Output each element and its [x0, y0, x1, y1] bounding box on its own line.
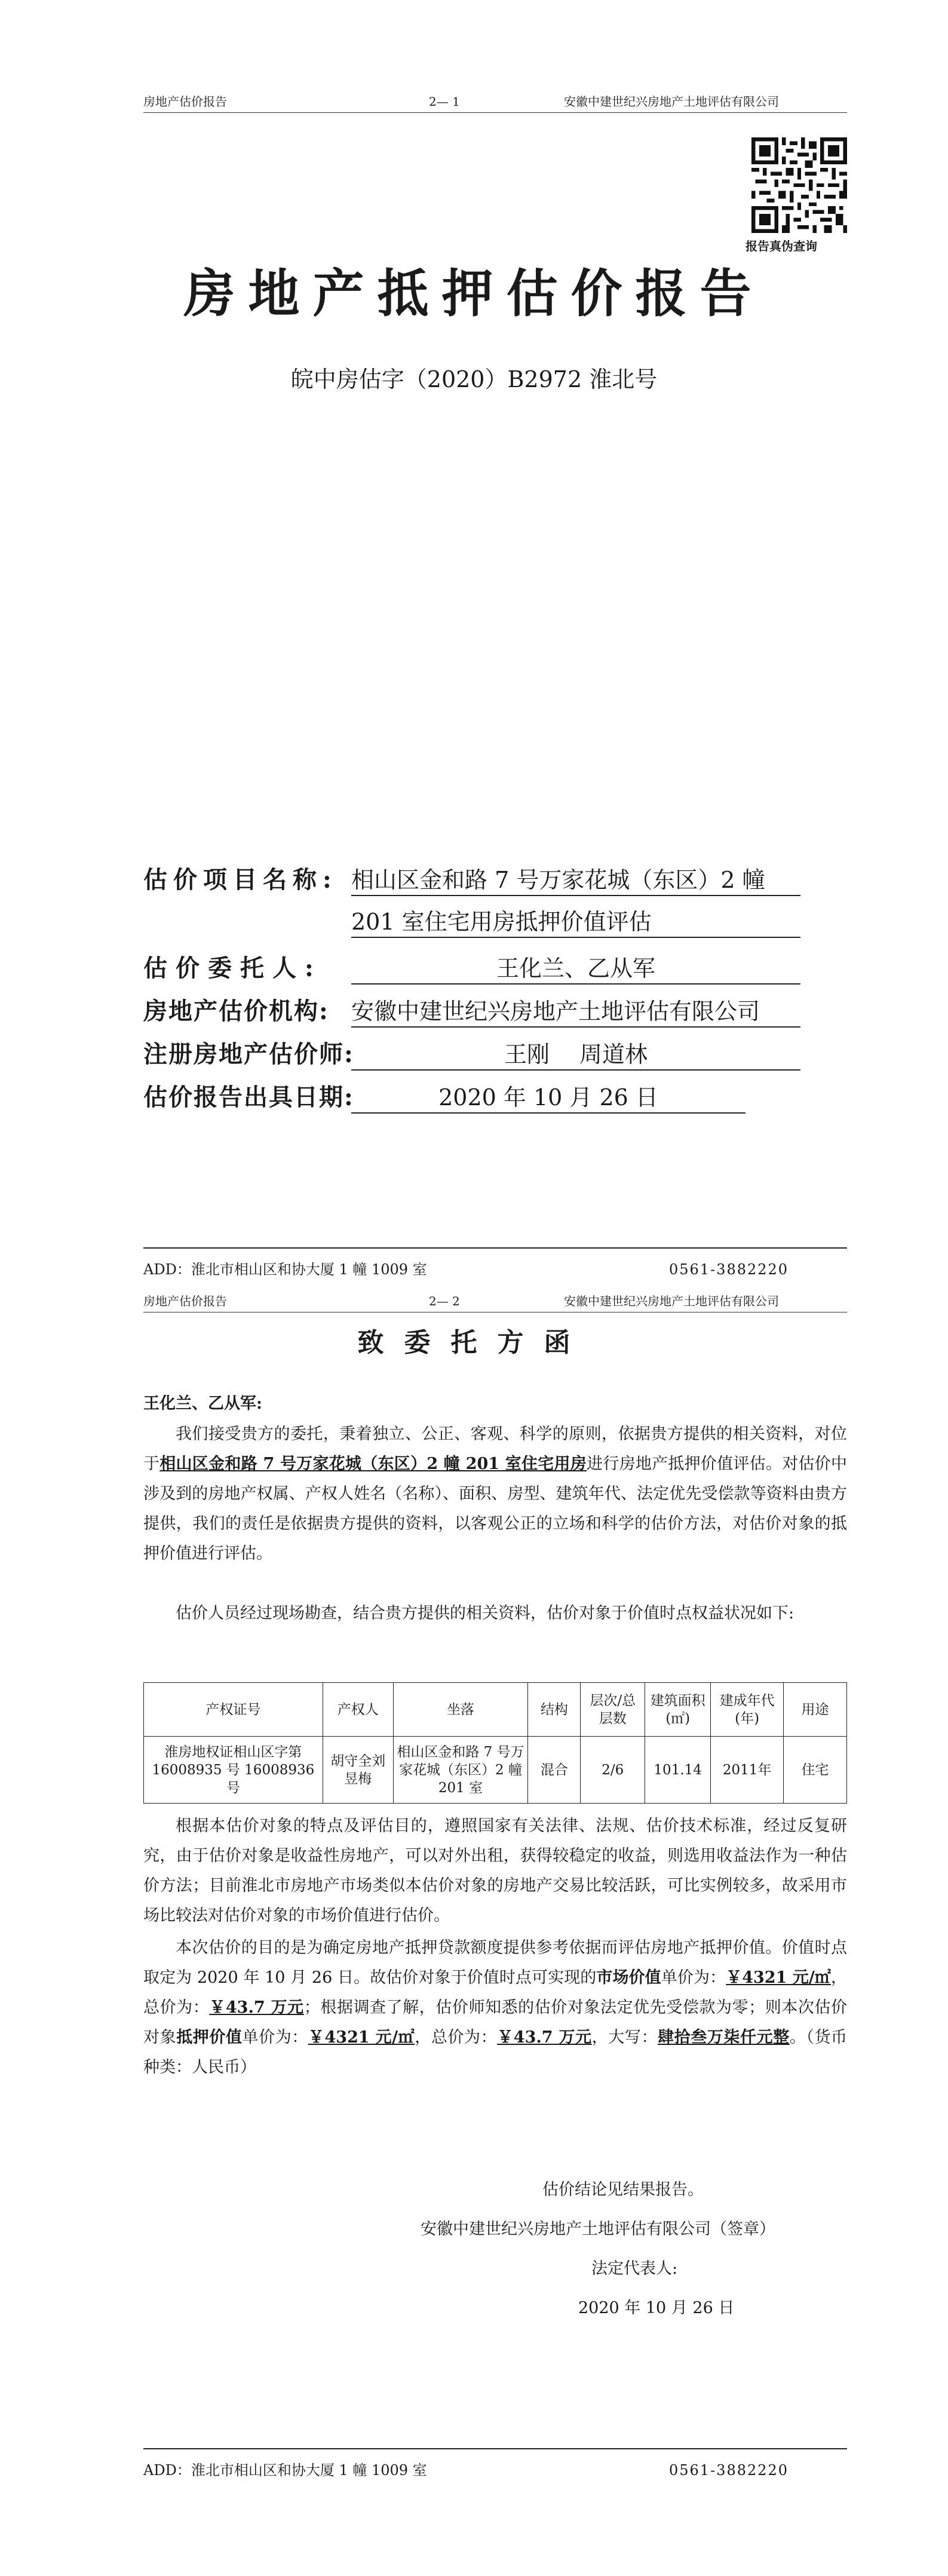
salutation: 王化兰、乙从军: [143, 1394, 262, 1413]
paragraph-4 [143, 1933, 847, 2083]
table-cell: 混合 [528, 1737, 581, 1804]
table-header-cell: 产权证号 [144, 1683, 323, 1737]
paragraph-4-text: ；根据调查了解，估价师知悉的估价对象法定优先受偿款为零；则本次估价对象 [143, 1998, 848, 2047]
paragraph-4-text: ，总价为： [143, 1968, 848, 2017]
market-value-term: 市场价值 [596, 1968, 661, 1987]
paragraph-4-text: ，大写： [591, 2028, 658, 2047]
mortgage-total-price: ￥43.7 万元 [497, 2028, 592, 2047]
footer-rule [143, 1247, 847, 1249]
mortgage-unit-price: ￥4321 元/㎡ [308, 2028, 415, 2047]
project-name-label: 估价项目名称: [143, 866, 338, 894]
table-header-row [144, 1683, 847, 1737]
table-header-cell: 坐落 [393, 1683, 528, 1737]
header-rule [143, 112, 847, 113]
report-date-value: 2020 年 10 月 26 日 [351, 1082, 745, 1114]
table-row [144, 1737, 847, 1804]
page-header-right: 安徽中建世纪兴房地产土地评估有限公司 [564, 1294, 779, 1308]
agency-label: 房地产估价机构: [143, 997, 329, 1025]
legal-representative: 法定代表人: [591, 2259, 678, 2278]
page-header-right: 安徽中建世纪兴房地产土地评估有限公司 [564, 94, 779, 109]
paragraph-3: 根据本估价对象的特点及评估目的，遵照国家有关法律、法规、估价技术标准，经过反复研究，由于估价对象是收益性房地产，可以对外出租，获得较稳定的收益，则选用收益法作为一种估价方法；目前淮北市房地产市场类似本估价对象的房地产交易比较活跃，可比实例较多，故采用市场比较法对估价对象的市场价值进行估价。 [143, 1817, 847, 1925]
report-date-label: 估价报告出具日期: [143, 1083, 354, 1111]
mortgage-value-term: 抵押价值 [176, 2028, 243, 2047]
paragraph-1-text-c: 进行房地产抵押价值评估。对估价中涉及到的房地产权属、产权人姓名（名称）、面积、房型、建筑年代、法定优先受偿款等资料由贵方提供，我们的责任是依据贵方提供的资料，以客观公正的立场和科学的估价方法，对估价对象的抵押价值进行评估。 [143, 1455, 847, 1563]
footer-phone: 0561-3882220 [669, 2462, 789, 2479]
table-header-cell: 产权人 [323, 1683, 393, 1737]
report-title: 房地产抵押估价报告 [183, 263, 765, 324]
paragraph-4-text: 单价为： [661, 1968, 726, 1987]
table-cell: 胡守全刘昱梅 [323, 1737, 393, 1804]
appraiser-value: 王刚 周道林 [351, 1039, 800, 1071]
market-unit-price: ￥4321 元/㎡ [726, 1968, 832, 1987]
table-header-cell: 层次/总层数 [581, 1683, 645, 1737]
letter-date: 2020 年 10 月 26 日 [578, 2299, 735, 2317]
table-cell: 相山区金和路 7 号万家花城（东区）2 幢 201 室 [393, 1737, 528, 1804]
paragraph-1-text-a: 我们接受贵方的委托，秉着独立、公正、客观、科学的原则，依据贵方提供的相关资料，对位于 [143, 1425, 847, 1473]
footer-phone: 0561-3882220 [669, 1261, 789, 1278]
project-name-value-line1: 相山区金和路 7 号万家花城（东区）2 幢 [351, 865, 800, 896]
paragraph-1 [143, 1419, 847, 1569]
property-address: 相山区金和路 7 号万家花城（东区）2 幢 201 室住宅用房 [159, 1455, 587, 1473]
table-header-cell: 建筑面积(㎡) [645, 1683, 711, 1737]
agency-value: 安徽中建世纪兴房地产土地评估有限公司 [351, 996, 800, 1028]
page-header-center: 2— 1 [429, 94, 460, 109]
market-total-price: ￥43.7 万元 [209, 1998, 304, 2017]
table-cell: 淮房地权证相山区字第 16008935 号 16008936 号 [144, 1737, 323, 1804]
qr-code-icon [751, 137, 847, 233]
project-name-value-line2: 201 室住宅用房抵押价值评估 [351, 907, 800, 938]
property-rights-table [143, 1682, 847, 1804]
qr-caption: 报告真伪查询 [745, 239, 817, 253]
amount-in-words: 肆拾叁万柒仟元整 [658, 2028, 790, 2047]
table-cell: 2/6 [581, 1737, 645, 1804]
client-label: 估价委托人: [143, 954, 322, 982]
paragraph-4-text: 本次估价的目的是为确定房地产抵押贷款额度提供参考依据而评估房地产抵押价值。价值时点取定为 2020 年 10 月 26 日。故估价对象于价值时点可实现的 [143, 1939, 847, 1987]
table-cell: 101.14 [645, 1737, 711, 1804]
conclusion-note: 估价结论见结果报告。 [542, 2181, 704, 2199]
footer-address: ADD：淮北市相山区和协大厦 1 幢 1009 室 [143, 1261, 427, 1278]
table-header-cell: 结构 [528, 1683, 581, 1737]
footer-address: ADD：淮北市相山区和协大厦 1 幢 1009 室 [143, 2462, 427, 2479]
footer-rule [143, 2448, 847, 2449]
page-header-left: 房地产估价报告 [143, 94, 227, 109]
report-number: 皖中房估字（2020）B2972 淮北号 [290, 366, 658, 392]
page-header-center: 2— 2 [429, 1294, 460, 1308]
paragraph-4-text: ，总价为： [415, 2028, 498, 2047]
paragraph-4-text: 。（货币种类：人民币） [143, 2028, 848, 2077]
table-cell: 2011年 [711, 1737, 784, 1804]
page-header-left: 房地产估价报告 [143, 1294, 227, 1308]
table-cell: 住宅 [784, 1737, 847, 1804]
letter-title: 致委托方函 [357, 1327, 591, 1358]
appraiser-label: 注册房地产估价师: [143, 1040, 354, 1068]
client-value: 王化兰、乙从军 [351, 953, 800, 985]
company-signature: 安徽中建世纪兴房地产土地评估有限公司（签章） [421, 2220, 775, 2238]
table-header-cell: 建成年代(年) [711, 1683, 784, 1737]
table-header-cell: 用途 [784, 1683, 847, 1737]
paragraph-2: 估价人员经过现场勘查，结合贵方提供的相关资料，估价对象于价值时点权益状况如下: [176, 1604, 794, 1623]
paragraph-4-text: 单价为： [242, 2028, 308, 2047]
